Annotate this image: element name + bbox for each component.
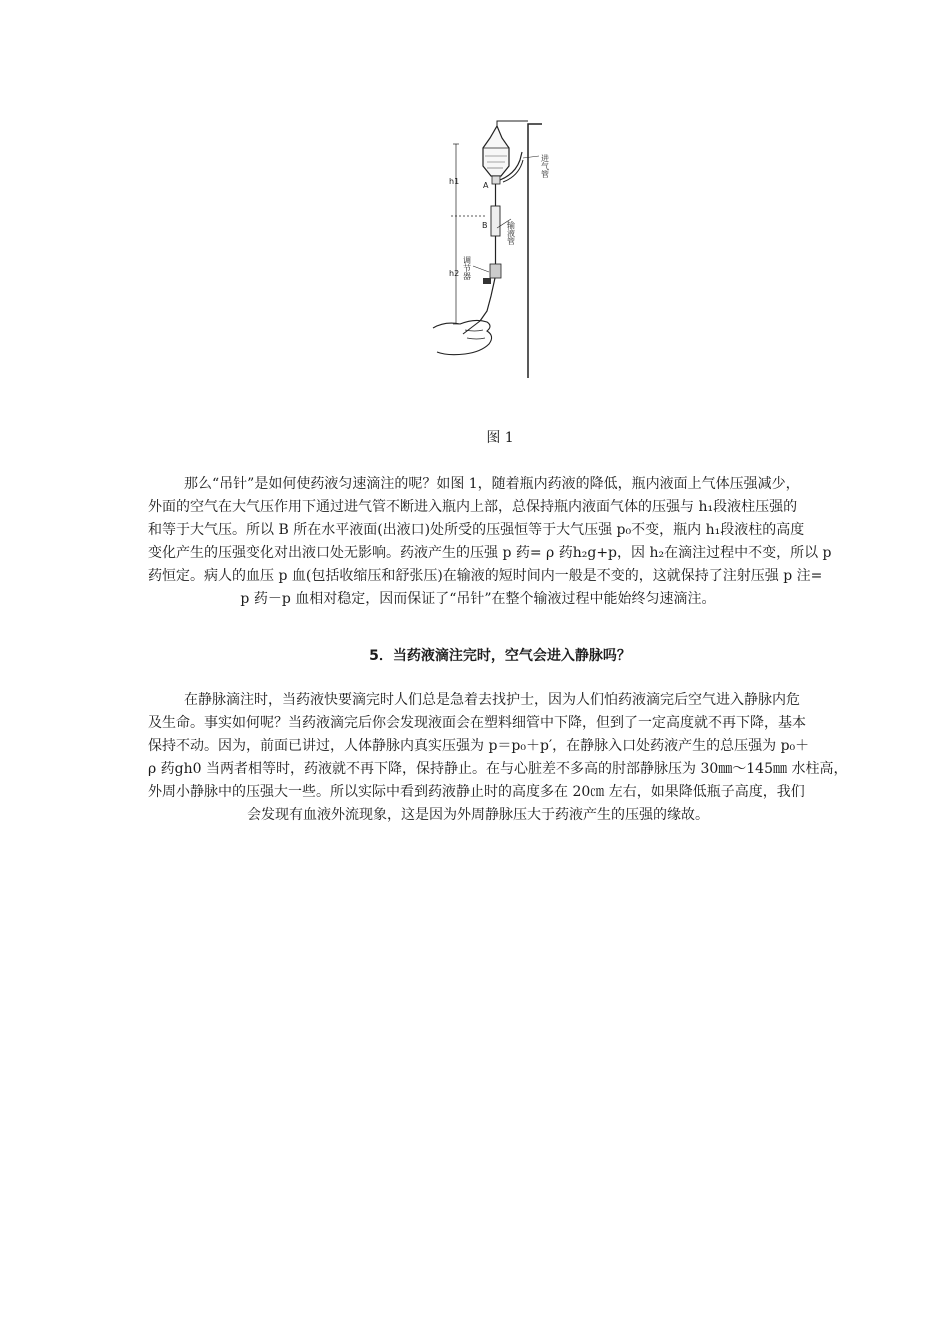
paragraph-line: 保持不动。因为，前面已讲过，人体静脉内真实压强为 p＝p₀＋p′，在静脉入口处药液产生的总压强为 p₀＋ <box>148 738 810 754</box>
paragraph-line: 及生命。事实如何呢？当药液滴完后你会发现液面会在塑料细管中下降，但到了一定高度就不再下降，基本 <box>148 715 806 731</box>
paragraph-drip-principle <box>148 473 832 611</box>
paragraph-line: 在静脉滴注时，当药液快要滴完时人们总是急着去找护士，因为人们怕药液滴完后空气进入静脉内危 <box>184 692 800 708</box>
paragraph-line: 外周小静脉中的压强大一些。所以实际中看到药液静止时的高度多在 20㎝ 左右，如果降低瓶子高度，我们 <box>148 784 805 800</box>
paragraph-line: 和等于大气压。所以 B 所在水平液面(出液口)处所受的压强恒等于大气压强 p₀不变，瓶内 h₁段液柱的高度 <box>148 522 805 538</box>
point-b-label: B <box>482 221 488 230</box>
paragraph-line: 会发现有血液外流现象，这是因为外周静脉压大于药液产生的压强的缘故。 <box>247 807 709 823</box>
iv-drip-figure <box>425 116 550 378</box>
paragraph-line: 药恒定。病人的血压 p 血(包括收缩压和舒张压)在输液的短时间内一般是不变的，这就保持了注射压强 p 注= <box>148 568 823 584</box>
iv-drip-diagram <box>425 116 550 378</box>
h1-label: h1 <box>449 177 460 186</box>
paragraph-line: p 药－p 血相对稳定，因而保证了“吊针”在整个输液过程中能始终匀速滴注。 <box>240 591 716 607</box>
section-heading: 5．当药液滴注完时，空气会进入静脉吗？ <box>369 648 631 664</box>
infusion-tube-label: 输液管 <box>506 221 516 245</box>
point-a-label: A <box>483 181 489 190</box>
h2-label: h2 <box>449 269 460 278</box>
paragraph-line: ρ 药gh0 当两者相等时，药液就不再下降，保持静止。在与心脏差不多高的肘部静脉压为 30㎜～145㎜ 水柱高， <box>148 761 848 777</box>
paragraph-line: 外面的空气在大气压作用下通过进气管不断进入瓶内上部，总保持瓶内液面气体的压强与 h₁段液柱压强的 <box>148 499 798 515</box>
paragraph-line: 那么“吊针”是如何使药液匀速滴注的呢？如图 1，随着瓶内药液的降低，瓶内液面上气体压强减少， <box>184 476 800 492</box>
intake-tube-label: 进气管 <box>540 154 550 178</box>
figure-caption: 图 1 <box>486 430 514 446</box>
paragraph-air-into-vein <box>148 689 848 827</box>
regulator-label: 调节器 <box>462 256 472 280</box>
paragraph-line: 变化产生的压强变化对出液口处无影响。药液产生的压强 p 药= ρ 药h₂g+p，因 h₂在滴注过程中不变，所以 p <box>148 545 832 561</box>
